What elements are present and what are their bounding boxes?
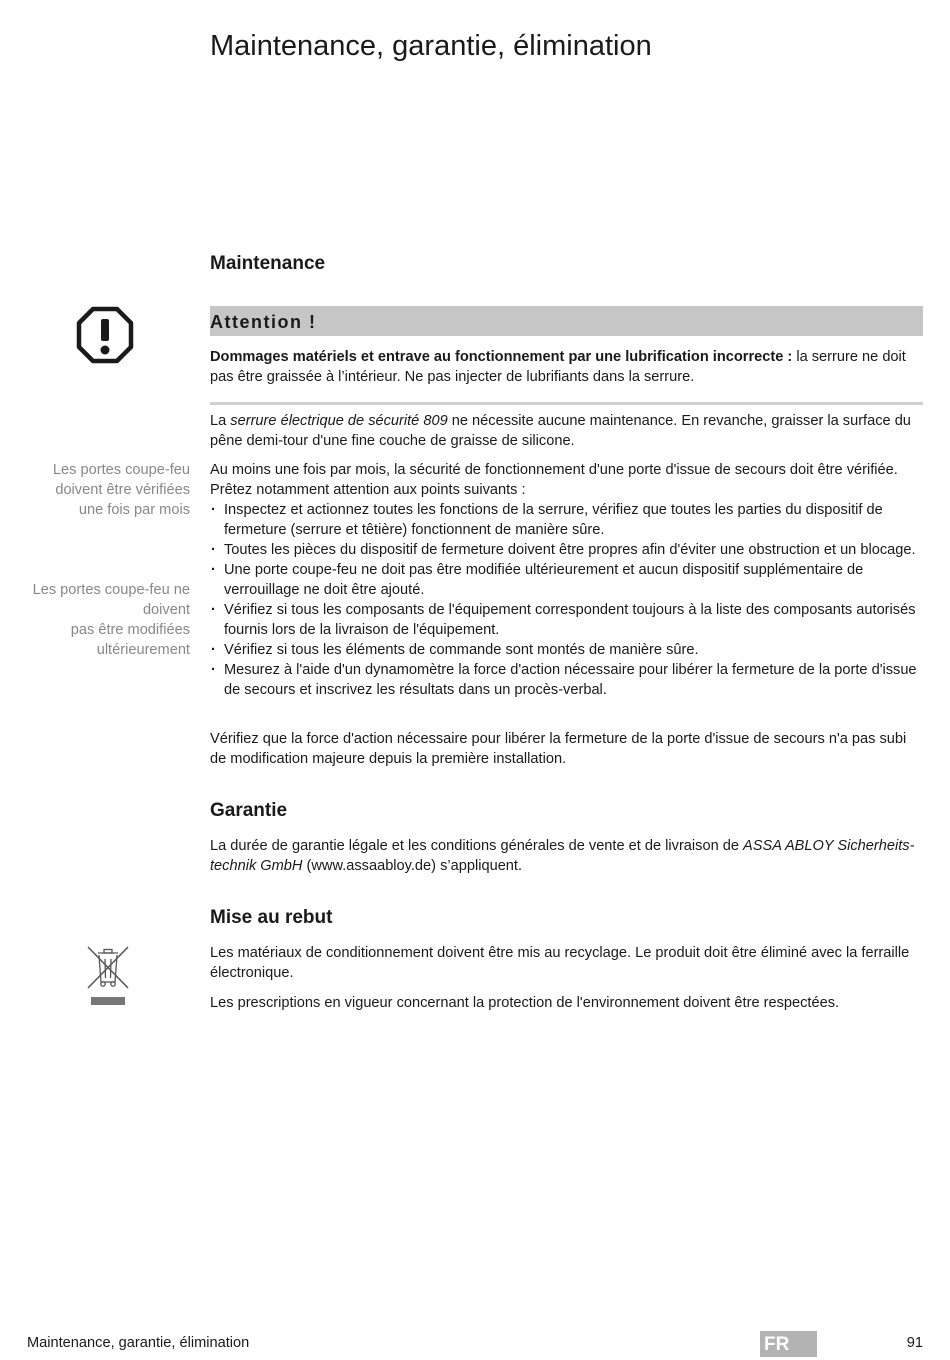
attention-label: Attention ! [210,312,317,332]
company-name: ASSA ABLOY Sicherheits-technik GmbH [210,838,915,874]
warning-text: la serrure ne doit pas être graissée à l’intérieur. Ne pas injecter de lubrifiants dans la serrure. [210,349,906,385]
product-name: serrure électrique de sécurité 809 [230,413,448,429]
list-item: · Une porte coupe-feu ne doit pas être modifiée ultérieurement et aucun dispositif supplémentaire de verrouillage ne doit être ajouté. [210,560,923,600]
maintenance-heading: Maintenance [210,253,326,274]
side-note-monthly [10,460,190,520]
intro-pre: La [210,413,231,429]
side-note-modification [10,580,190,660]
side-note-line: doivent être vérifiées [55,482,190,498]
rebut-paragraph-2: Les prescriptions en vigueur concernant la protection de l'environnement doivent être respectées. [210,995,840,1011]
monthly-check-section [210,460,923,700]
list-item: · Inspectez et actionnez toutes les fonctions de la serrure, vérifiez que toutes les parties du dispositif de fermeture (serrure et têtière) fonctionnent de manière sûre. [210,500,923,540]
list-item: · Mesurez à l'aide d'un dynamomètre la force d'action nécessaire pour libérer la fermeture de la porte d'issue de secours et inscrivez les résultats dans un procès-verbal. [210,660,923,700]
side-note-line: doivent [142,602,190,618]
garantie-post: (www.assaabloy.de) s’appliquent. [302,858,523,874]
check-intro: Au moins une fois par mois, la sécurité de fonctionnement d'une porte d'issue de secours doit être vérifiée. Prêtez notamment attention aux points suivants : [210,462,898,498]
intro-paragraph [210,411,923,451]
rebut-paragraph-1: Les matériaux de conditionnement doivent être mis au recyclage. Le produit doit être éliminé avec la ferraille électronique. [210,945,910,981]
divider [210,402,923,405]
warning-octagon-icon [76,306,134,364]
warning-bold: Dommages matériels et entrave au fonctionnement par une lubrification incorrecte : [210,349,793,365]
garantie-paragraph [210,836,923,876]
page-title: Maintenance, garantie, élimination [210,30,652,62]
language-badge: FR [760,1331,817,1357]
garantie-heading: Garantie [210,800,288,821]
attention-banner [210,306,923,336]
side-note-line: pas être modifiées [70,622,190,638]
footer-section-title: Maintenance, garantie, élimination [27,1335,250,1351]
side-note-line: Les portes coupe-feu [52,462,190,478]
page-number: 91 [906,1335,923,1351]
crossed-out-bin-icon [86,944,130,1008]
check-list [210,500,923,700]
list-item: · Toutes les pièces du dispositif de fermeture doivent être propres afin d'éviter une obstruction et un blocage. [210,540,923,560]
side-note-line: ultérieurement [96,642,190,658]
warning-paragraph [210,347,923,387]
rebut-heading: Mise au rebut [210,907,333,928]
list-item: · Vérifiez si tous les composants de l'équipement correspondent toujours à la liste des composants autorisés fournis lors de la livraison de l'équipement. [210,600,923,640]
closing-paragraph: Vérifiez que la force d'action nécessaire pour libérer la fermeture de la porte d'issue de secours n'a pas subi de modification majeure depuis la première installation. [210,731,907,767]
side-note-line: Les portes coupe-feu ne [32,582,190,598]
garantie-pre: La durée de garantie légale et les conditions générales de vente et de livraison de [210,838,744,854]
intro-post: ne nécessite aucune maintenance. En revanche, graisser la surface du pêne demi-tour d'une fine couche de graisse de silicone. [210,413,911,449]
side-note-line: une fois par mois [78,502,190,518]
list-item: · Vérifiez si tous les éléments de commande sont montés de manière sûre. [210,640,923,660]
